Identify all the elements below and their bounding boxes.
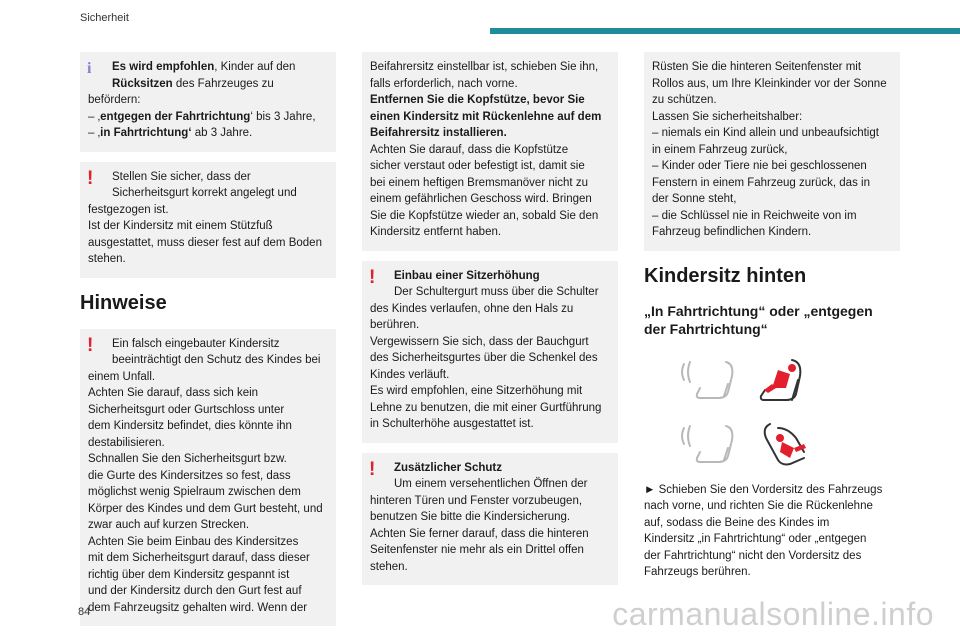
- warning-box-hinweise: [80, 329, 336, 627]
- child-seat-rearward-icon: [674, 418, 824, 474]
- text-line: Achten Sie darauf, dass die Kopfstütze: [370, 143, 569, 156]
- text-line: Schnallen Sie den Sicherheitsgurt bzw.: [88, 453, 287, 465]
- text-line: Der Schultergurt muss über die Schulter: [394, 286, 599, 298]
- info-icon: i: [87, 60, 92, 77]
- text-line: – die Schlüssel nie in Reichweite von im: [652, 209, 857, 222]
- text-line: dem Fahrzeugsitz gehalten wird. Wenn der: [88, 601, 308, 614]
- text-line: stehen.: [370, 560, 408, 573]
- exclamation-icon: !: [369, 458, 376, 480]
- text-line: destabilisieren.: [88, 436, 165, 449]
- text-line: Sie die Kopfstütze wieder an, sobald Sie den: [370, 209, 599, 222]
- warning-box-extra-protection: [362, 453, 618, 586]
- text-line: einen Kindersitz mit Rückenlehne auf dem: [370, 110, 602, 123]
- text-line: Kindersitz „in Fahrtrichtung“ oder „entgegen: [644, 533, 867, 545]
- column-2: [362, 52, 618, 595]
- text-line: bei einem heftigen Bremsmanöver nicht zu: [370, 176, 588, 189]
- text-line: Kindersitz entfernt haben.: [370, 226, 502, 238]
- column-1: [80, 52, 336, 636]
- box-title: Zusätzlicher Schutz: [394, 461, 502, 474]
- text-line: benutzen Sie bitte die Kindersicherung.: [370, 511, 571, 523]
- text-line: befördern:: [88, 94, 141, 106]
- text-line: – ‚entgegen der Fahrtrichtung‘ bis 3 Jahre,: [88, 110, 316, 123]
- text-line: Beifahrersitz einstellbar ist, schieben Sie ihn,: [370, 61, 599, 73]
- text-line: Fenstern in einem Fahrzeug zurück, das in: [652, 176, 870, 189]
- header-accent-bar: [490, 28, 960, 34]
- box-title: Einbau einer Sitzerhöhung: [394, 269, 540, 282]
- text-line: Fahrzeug befindlichen Kindern.: [652, 226, 812, 238]
- text-line: der Fahrtrichtung“ nicht den Vordersitz des: [644, 549, 862, 562]
- text-line: möglichst wenig Spielraum zwischen dem: [88, 486, 301, 498]
- subheading-direction: „In Fahrtrichtung“ oder „entgegen der Fahrtrichtung“: [644, 302, 873, 337]
- text-line: Lehne zu benutzen, die mit einer Gurtführung: [370, 401, 602, 414]
- text-line: Beifahrersitz installieren.: [370, 127, 507, 139]
- text-line: Fahrzeugs berühren.: [644, 566, 751, 578]
- text-line: mit dem Sicherheitsgurt darauf, dass dieser: [88, 552, 310, 564]
- text-line: Ist der Kindersitz mit einem Stützfuß: [88, 220, 273, 232]
- text-line: festgezogen ist.: [88, 203, 169, 216]
- text-line: Rüsten Sie die hinteren Seitenfenster mit: [652, 61, 862, 73]
- text-line: Achten Sie darauf, dass sich kein: [88, 387, 259, 399]
- text-line: der Sonne steht,: [652, 193, 737, 205]
- text-line: des Sicherheitsgurtes über die Schenkel des: [370, 352, 598, 364]
- text-line: Kindes verläuft.: [370, 368, 450, 381]
- section-heading-hinweise: Hinweise: [80, 291, 167, 314]
- info-box-sun-protection: [644, 52, 900, 251]
- exclamation-icon: !: [369, 266, 376, 288]
- continued-box-headrest: [362, 52, 618, 251]
- text-line: hinteren Türen und Fenster vorzubeugen,: [370, 494, 583, 507]
- info-box-recommendation: [80, 52, 336, 152]
- text-line: stehen.: [88, 253, 126, 265]
- text-line: Körper des Kindes und dem Gurt besteht, und: [88, 502, 323, 515]
- text-line: in einem Fahrzeug zurück,: [652, 143, 788, 156]
- text-line: auf, sodass die Beine des Kindes im: [644, 516, 830, 529]
- text-line: beeinträchtigt den Schutz des Kindes bei: [112, 354, 321, 366]
- text-line: ► Schieben Sie den Vordersitz des Fahrzeugs: [644, 483, 883, 496]
- text-line: Ein falsch eingebauter Kindersitz: [112, 337, 280, 350]
- text-line: Seitenfenster nie mehr als ein Drittel offen: [370, 544, 584, 556]
- page-number: 84: [78, 606, 91, 618]
- text-line: Sicherheitsgurt oder Gurtschloss unter: [88, 403, 285, 416]
- text-line: Um einem versehentlichen Öffnen der: [394, 478, 588, 490]
- warning-box-booster: [362, 261, 618, 443]
- text-line: ausgestattet, muss dieser fest auf dem Boden: [88, 236, 322, 249]
- section-title: Sicherheit: [80, 12, 129, 24]
- text-line: Rollos aus, um Ihre Kleinkinder vor der Sonne: [652, 77, 887, 90]
- section-heading-kindersitz-hinten: Kindersitz hinten: [644, 264, 807, 287]
- text-line: Entfernen Sie die Kopfstütze, bevor Sie: [370, 94, 585, 106]
- text-line: Sicherheitsgurt korrekt angelegt und: [112, 187, 297, 199]
- watermark: carmanualsonline.info: [612, 596, 934, 632]
- text-line: Es wird empfohlen, Kinder auf den: [112, 61, 296, 73]
- text-line: – Kinder oder Tiere nie bei geschlossenen: [652, 160, 867, 172]
- text-line: des Kindes verlaufen, ohne den Hals zu: [370, 302, 574, 315]
- text-line: dem Kindersitz befindet, dies könnte ihn: [88, 420, 292, 432]
- text-line: Vergewissern Sie sich, dass der Bauchgurt: [370, 335, 589, 348]
- text-line: die Gurte des Kindersitzes so fest, dass: [88, 469, 291, 482]
- text-line: einem gefährlichen Geschoss wird. Bringen: [370, 193, 592, 205]
- text-line: Rücksitzen des Fahrzeuges zu: [112, 77, 274, 90]
- warning-box-seatbelt: [80, 162, 336, 278]
- text-line: zu schützen.: [652, 94, 717, 106]
- text-line: Achten Sie beim Einbau des Kindersitzes: [88, 535, 299, 548]
- exclamation-icon: !: [87, 167, 94, 189]
- text-line: sicher verstaut oder befestigt ist, damit sie: [370, 160, 585, 172]
- text-line: Stellen Sie sicher, dass der: [112, 170, 251, 183]
- text-line: berühren.: [370, 319, 420, 331]
- text-line: zwar auch auf kurzen Strecken.: [88, 519, 250, 531]
- text-line: falls erforderlich, nach vorne.: [370, 77, 518, 90]
- text-line: Lassen Sie sicherheitshalber:: [652, 110, 803, 123]
- exclamation-icon: !: [87, 334, 94, 356]
- child-seat-forward-icon: [674, 354, 824, 410]
- text-line: – ‚in Fahrtrichtung‘ ab 3 Jahre.: [88, 127, 253, 139]
- text-line: – niemals ein Kind allein und unbeaufsichtigt: [652, 127, 879, 139]
- text-line: richtig über dem Kindersitz gespannt ist: [88, 568, 290, 581]
- text-line: in Schulterhöhe ausgestattet ist.: [370, 418, 534, 430]
- column-3: [644, 52, 900, 581]
- text-line: Achten Sie ferner darauf, dass die hinteren: [370, 527, 589, 540]
- instruction-text: [644, 482, 900, 581]
- text-line: Es wird empfohlen, eine Sitzerhöhung mit: [370, 385, 583, 397]
- text-line: nach vorne, und richten Sie die Rückenlehne: [644, 500, 873, 512]
- text-line: einem Unfall.: [88, 370, 156, 383]
- text-line: und der Kindersitz durch den Gurt fest auf: [88, 585, 302, 597]
